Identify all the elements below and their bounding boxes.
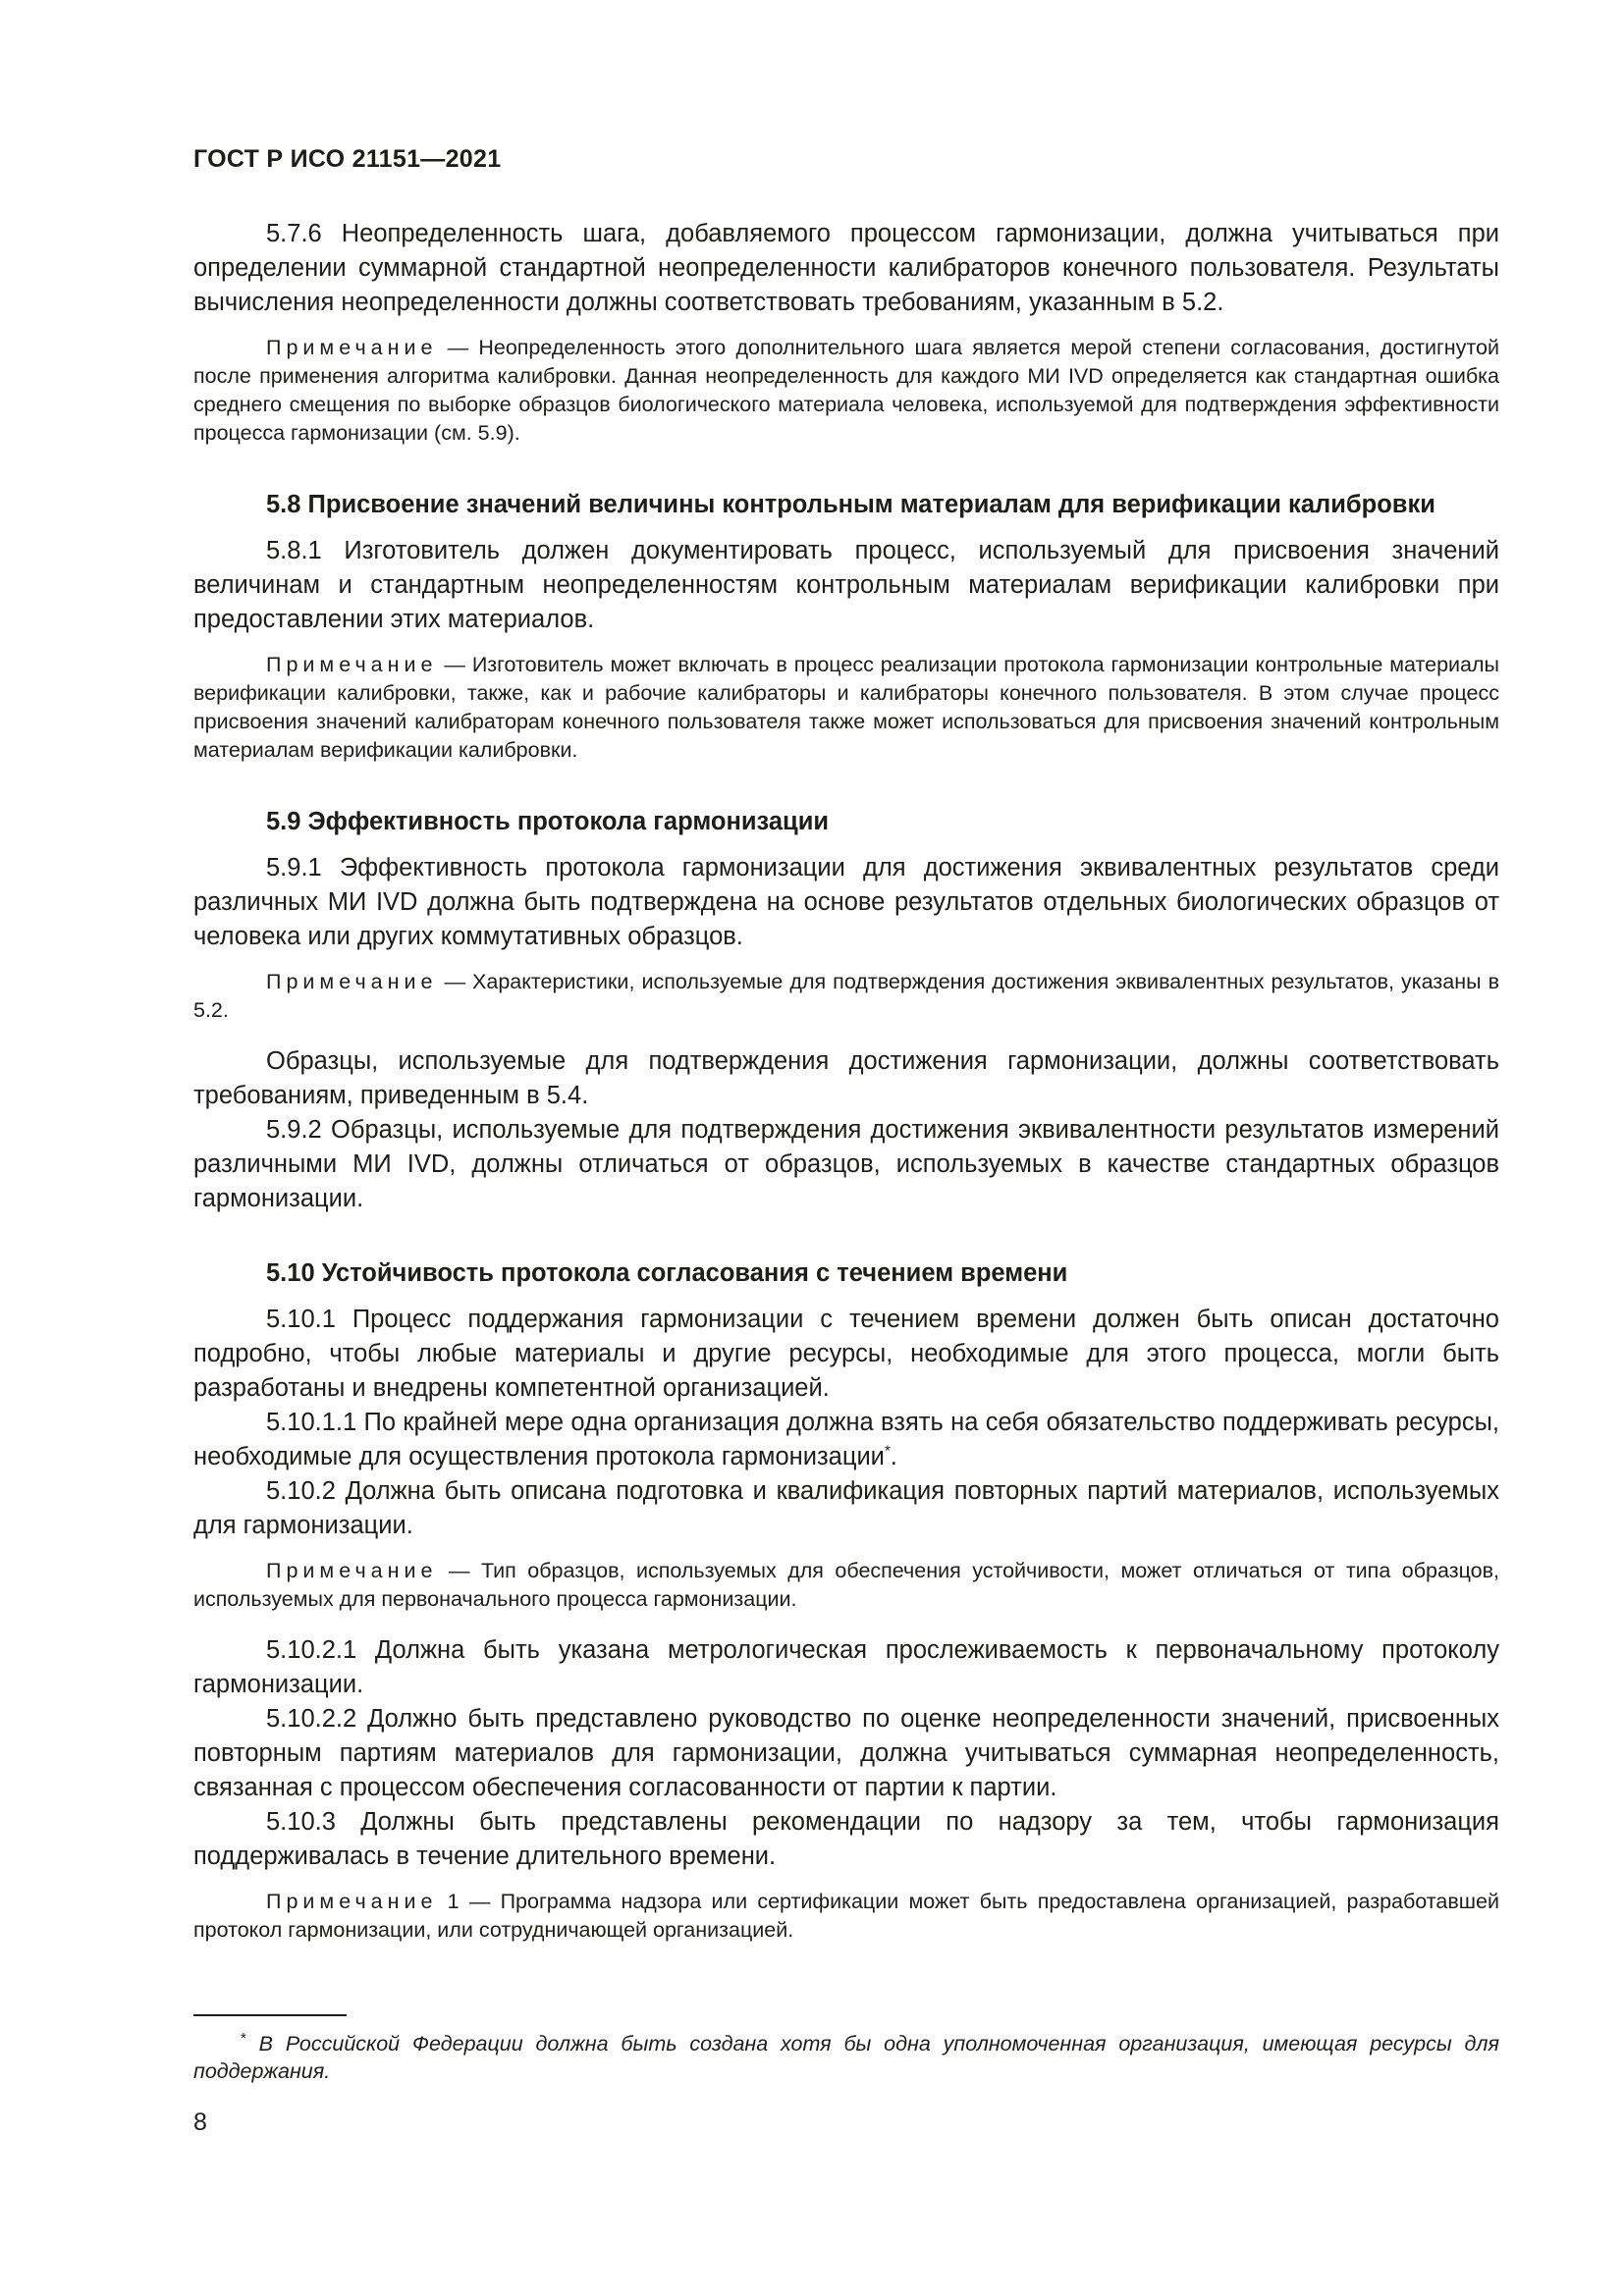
section-heading-5-8: 5.8 Присвоение значений величины контрольным материалам для верификации калибровки	[266, 491, 1435, 518]
clause-5-9-2: 5.9.2 Образцы, используемые для подтверждения достижения эквивалентности результатов измерений различными МИ IVD, должны отличаться от образцов, используемых в качестве стандартных образцов гармонизации.	[193, 1116, 1499, 1212]
note-5-7-6	[193, 334, 1499, 448]
note-5-10-2	[193, 1557, 1499, 1614]
clause-5-7-6: 5.7.6 Неопределенность шага, добавляемого процессом гармонизации, должна учитываться при определении суммарной стандартной неопределенности калибраторов конечного пользователя. Результаты вычисления неопределенности должны соответствовать требованиям, указанным в 5.2.	[193, 220, 1499, 316]
clause-5-10-2-2: 5.10.2.2 Должно быть представлено руководство по оценке неопределенности значений, присвоенных повторным партиям материалов для гармонизации, должна учитываться суммарная неопределенность, связанная с процессом обеспечения согласованности от партии к партии.	[193, 1705, 1499, 1801]
document-page	[193, 145, 1499, 1964]
clause-5-10-1: 5.10.1 Процесс поддержания гармонизации с течением времени должен быть описан достаточно подробно, чтобы любые материалы и другие ресурсы, необходимые для этого процесса, могли быть разработаны и внедрены компетентной организацией.	[193, 1306, 1499, 1402]
note-text: 1 — Программа надзора или сертификации может быть предоставлена организацией, разработавшей протокол гармонизации, или сотрудничающей организацией.	[193, 1890, 1499, 1942]
page-number: 8	[193, 2109, 207, 2136]
clause-5-9-1-samples: Образцы, используемые для подтверждения достижения гармонизации, должны соответствовать требованиям, приведенным в 5.4.	[193, 1047, 1499, 1109]
clause-5-8-1: 5.8.1 Изготовитель должен документировать процесс, используемый для присвоения значений величинам и стандартным неопределенностям контрольным материалам верификации калибровки при предоставлении этих материалов.	[193, 537, 1499, 633]
note-text: — Тип образцов, используемых для обеспечения устойчивости, может отличаться от типа образцов, используемых для первоначального процесса гармонизации.	[193, 1559, 1499, 1611]
footnote-ref[interactable]: *	[884, 1442, 891, 1460]
note-text: — Характеристики, используемые для подтверждения достижения эквивалентных результатов, указаны в 5.2.	[193, 970, 1499, 1022]
footnote-mark: *	[241, 2029, 246, 2047]
clause-5-9-1: 5.9.1 Эффективность протокола гармонизации для достижения эквивалентных результатов среди различных МИ IVD должна быть подтверждена на основе результатов отдельных биологических образцов от человека или других коммутативных образцов.	[193, 854, 1499, 950]
note-label: Примечание	[266, 653, 438, 676]
note-label: Примечание	[266, 1890, 438, 1913]
footnote-divider	[193, 2014, 347, 2016]
note-label: Примечание	[266, 1559, 438, 1582]
clause-5-10-3: 5.10.3 Должны быть представлены рекомендации по надзору за тем, чтобы гармонизация поддерживалась в течение длительного времени.	[193, 1808, 1499, 1870]
clause-text: 5.10.1.1 По крайней мере одна организация должна взять на себя обязательство поддерживать ресурсы, необходимые для осуществления протокола гармонизации	[193, 1409, 1499, 1470]
footnote	[193, 2030, 1499, 2085]
note-5-10-3	[193, 1888, 1499, 1945]
section-heading-5-10: 5.10 Устойчивость протокола согласования с течением времени	[266, 1259, 1068, 1287]
clause-5-10-2: 5.10.2 Должна быть описана подготовка и квалификация повторных партий материалов, используемых для гармонизации.	[193, 1477, 1499, 1539]
section-heading-5-9: 5.9 Эффективность протокола гармонизации	[266, 808, 830, 835]
note-5-8-1	[193, 651, 1499, 765]
note-text: — Изготовитель может включать в процесс реализации протокола гармонизации контрольные материалы верификации калибровки, также, как и рабочие калибраторы и калибраторы конечного пользователя. В этом случае процесс присвоения значений калибраторам конечного пользователя также может использоваться для присвоения значений контрольным материалам верификации калибровки.	[193, 653, 1499, 762]
note-5-9-1	[193, 968, 1499, 1025]
footnote-text: В Российской Федерации должна быть создана хотя бы одна уполномоченная организация, имеющая ресурсы для поддержания.	[193, 2032, 1499, 2083]
note-label: Примечание	[266, 336, 438, 359]
clause-end: .	[890, 1443, 897, 1470]
note-label: Примечание	[266, 970, 438, 993]
note-text: — Неопределенность этого дополнительного шага является мерой степени согласования, достигнутой после применения алгоритма калибровки. Данная неопределенность для каждого МИ IVD определяется как стандартная ошибка среднего смещения по выборке образцов биологического материала человека, используемой для подтверждения эффективности процесса гармонизации (см. 5.9).	[193, 336, 1499, 445]
clause-5-10-2-1: 5.10.2.1 Должна быть указана метрологическая прослеживаемость к первоначальному протоколу гармонизации.	[193, 1636, 1499, 1698]
document-header: ГОСТ Р ИСО 21151—2021	[193, 145, 502, 173]
clause-5-10-1-1	[193, 1406, 1499, 1474]
